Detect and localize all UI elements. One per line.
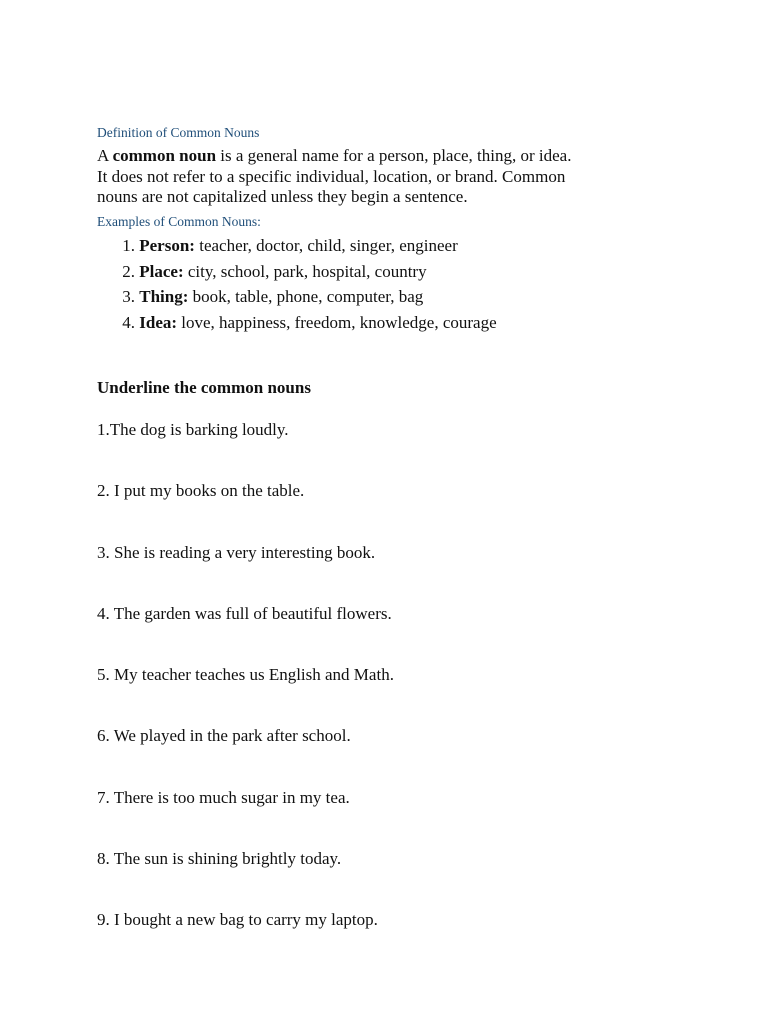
example-words: city, school, park, hospital, country <box>187 261 427 281</box>
example-item-thing <box>97 287 497 313</box>
example-item-idea <box>97 313 497 339</box>
example-category: Idea: <box>139 312 178 332</box>
exercise-sentence: 6. We played in the park after school. <box>97 726 351 746</box>
definition-text: is a general name for a person, place, thing, or idea. It does not refer to a specific individual, location, or brand. Common nouns are not capitalized unless they begin a sentence. <box>97 146 572 206</box>
example-item-person <box>97 236 497 262</box>
definition-article: A <box>97 146 109 165</box>
example-words: teacher, doctor, child, singer, engineer <box>199 236 458 255</box>
exercise-sentence: 4. The garden was full of beautiful flowers. <box>97 603 392 623</box>
example-words: love, happiness, freedom, knowledge, courage <box>181 312 497 332</box>
example-category: Thing: <box>139 287 189 306</box>
exercise-sentence: 8. The sun is shining brightly today. <box>97 848 342 868</box>
exercise-sentence: 7. There is too much sugar in my tea. <box>97 787 350 807</box>
exercise-sentence: 3. She is reading a very interesting book. <box>97 542 376 562</box>
exercise-sentence: 9. I bought a new bag to carry my laptop. <box>97 910 378 929</box>
example-category: Place: <box>139 261 184 281</box>
example-number: 4. <box>122 312 135 332</box>
example-number: 1. <box>122 236 135 255</box>
exercise-title: Underline the common nouns <box>97 378 311 397</box>
definition-term: common noun <box>112 146 217 165</box>
exercise-sentence-list <box>97 420 394 971</box>
examples-list <box>97 236 497 338</box>
definition-heading: Definition of Common Nouns <box>97 125 260 140</box>
definition-paragraph <box>97 146 583 208</box>
examples-heading: Examples of Common Nouns: <box>97 214 261 229</box>
exercise-sentence: 2. I put my books on the table. <box>97 481 305 501</box>
exercise-sentence: 1.The dog is barking loudly. <box>97 420 289 439</box>
example-item-place <box>97 262 497 288</box>
example-words: book, table, phone, computer, bag <box>192 287 424 306</box>
exercise-sentence: 5. My teacher teaches us English and Math. <box>97 665 394 684</box>
example-number: 2. <box>122 261 135 281</box>
example-number: 3. <box>122 287 135 306</box>
example-category: Person: <box>139 236 195 255</box>
